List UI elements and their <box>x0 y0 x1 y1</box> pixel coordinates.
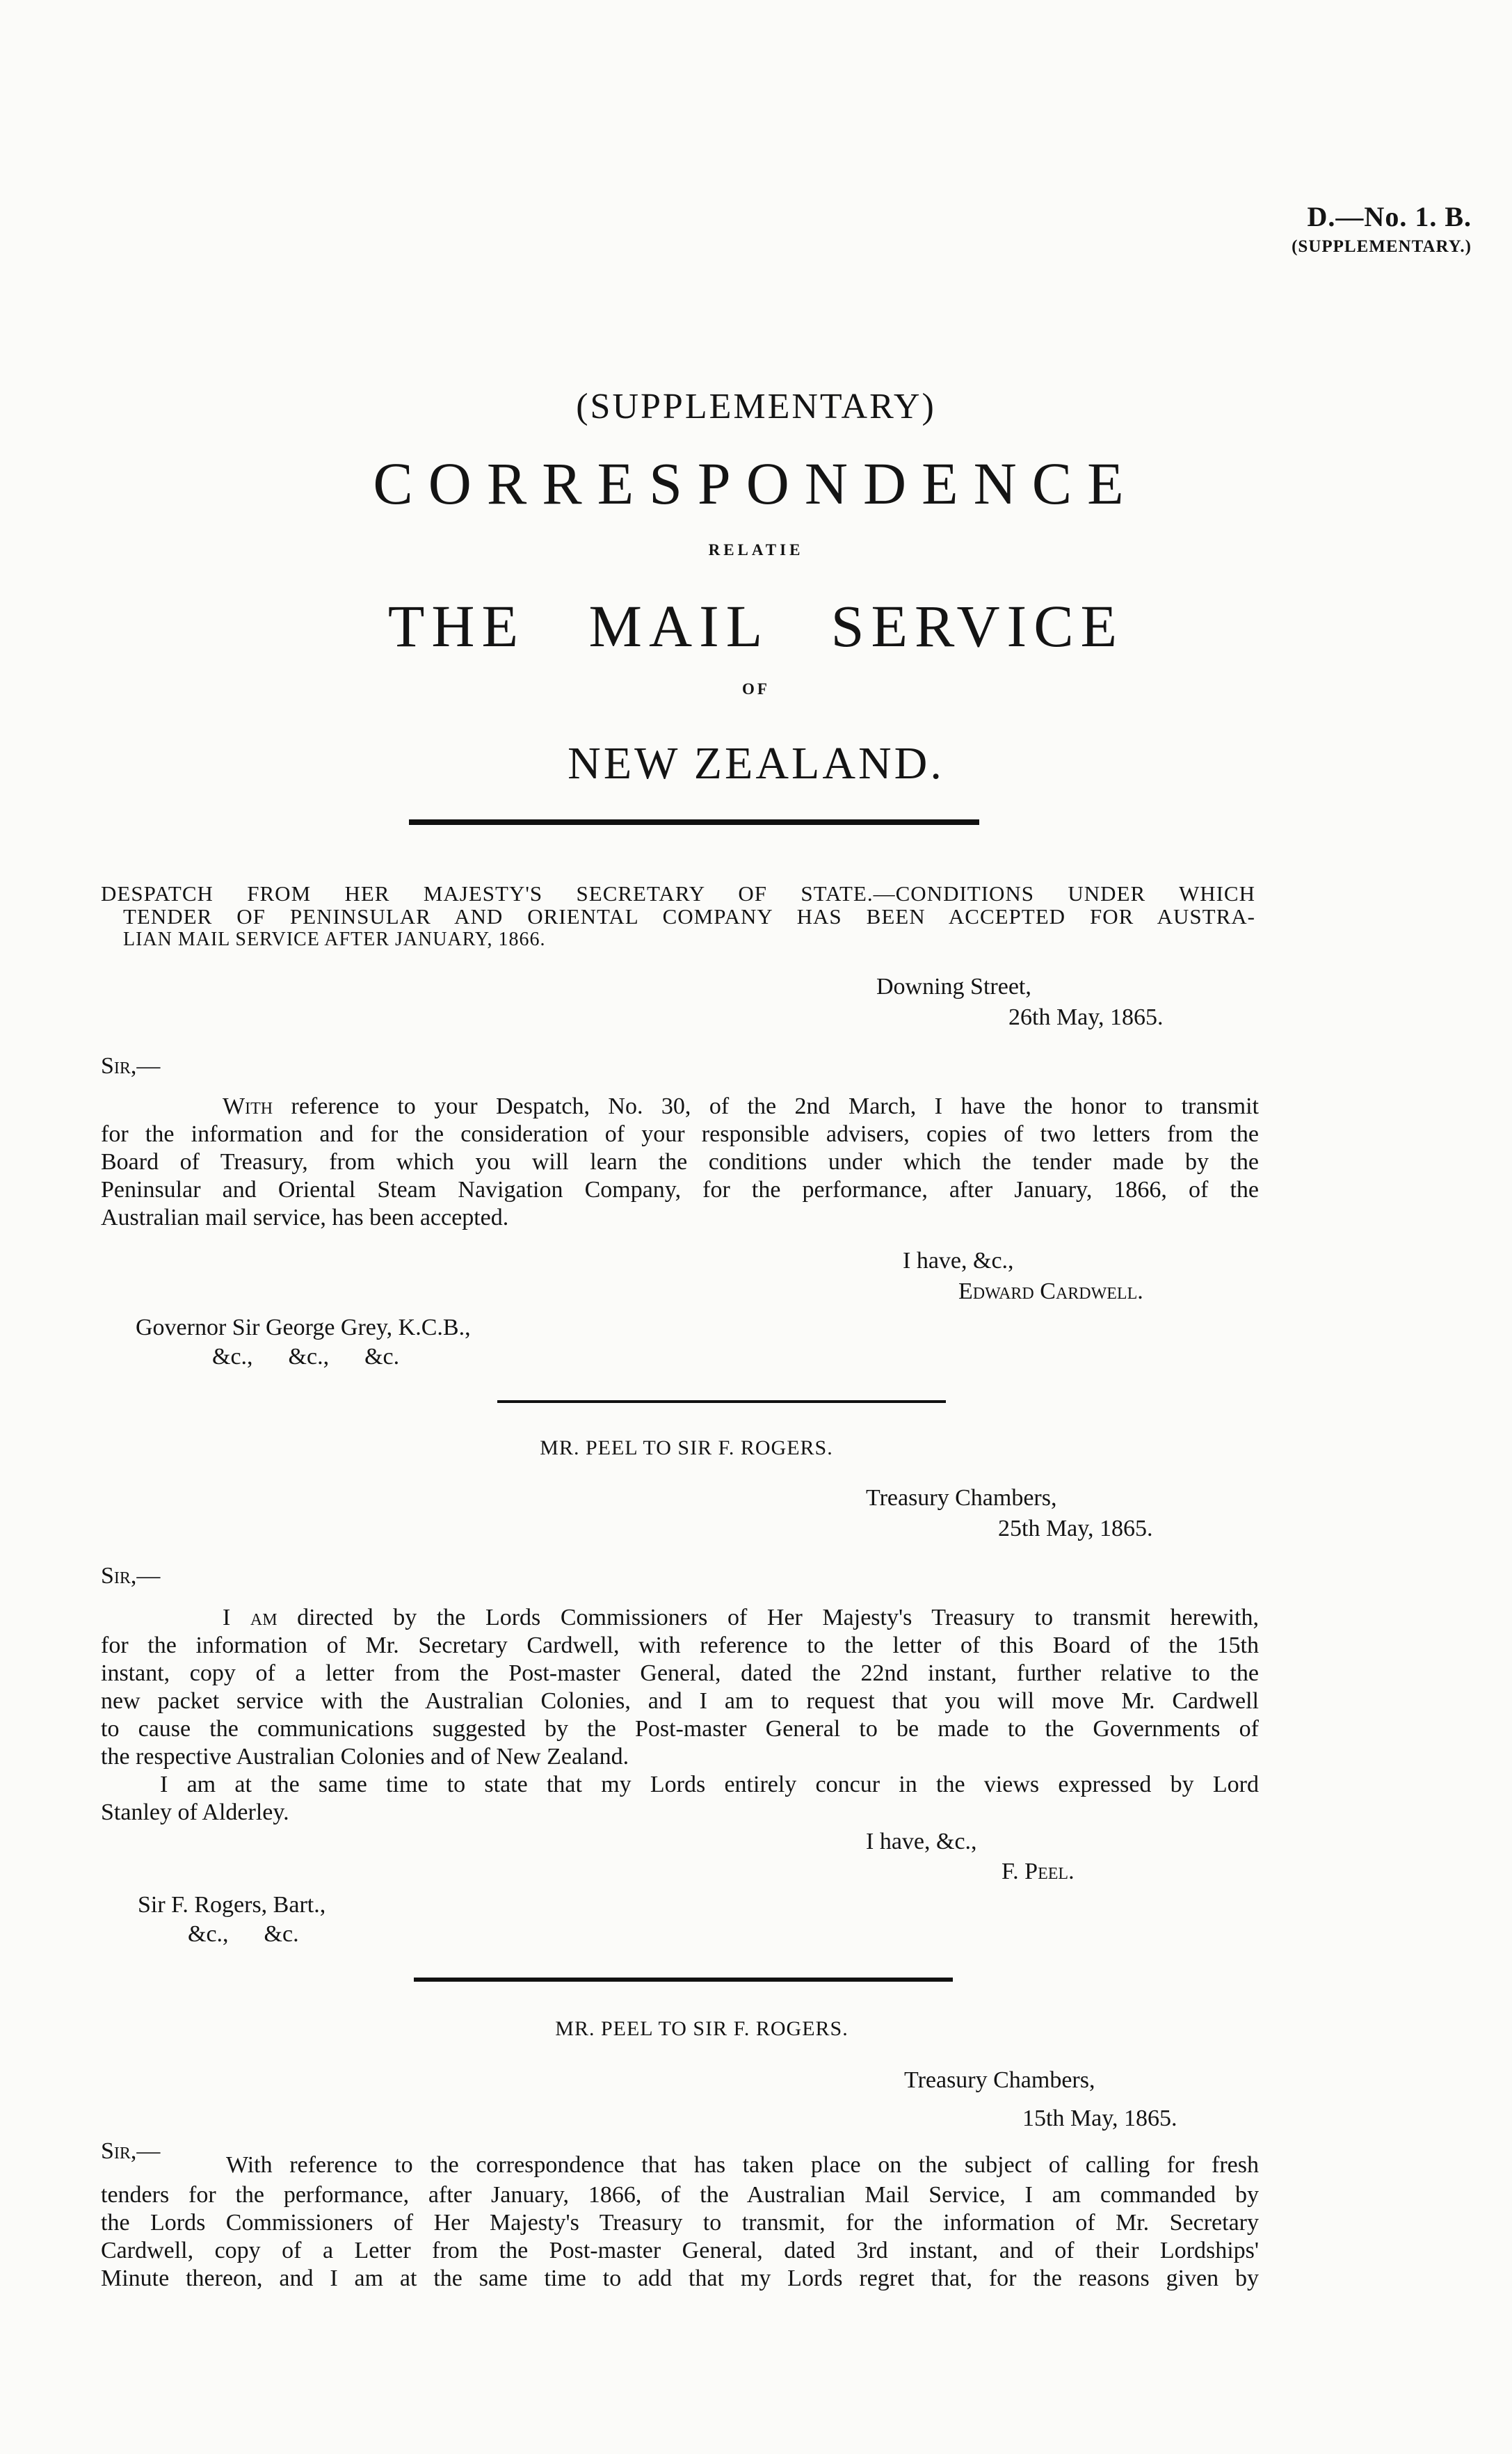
page-reference <box>1242 200 1472 257</box>
letter1-para2-line: Stanley of Alderley. <box>101 1799 289 1825</box>
letter1-salutation: Sir,— <box>101 1563 161 1589</box>
letter2-body-line: Cardwell, copy of a Letter from the Post-master General, dated 3rd instant, and of their Lordships' <box>101 2238 1259 2263</box>
title-supplementary: (SUPPLEMENTARY) <box>576 387 936 426</box>
letter1-para2-line: I am at the same time to state that my Lords entirely concur in the views expressed by Lord <box>160 1772 1259 1797</box>
despatch-signature: Edward Cardwell. <box>958 1278 1143 1304</box>
letter1-place: Treasury Chambers, <box>866 1485 1057 1511</box>
letter1-closing: I have, &c., <box>866 1829 977 1854</box>
despatch-body-line <box>223 1092 1259 1121</box>
despatch-body-line: Australian mail service, has been accepted. <box>101 1205 509 1230</box>
despatch-heading-line: TENDER OF PENINSULAR AND ORIENTAL COMPANY HAS BEEN ACCEPTED FOR AUSTRA- <box>123 904 1255 929</box>
letter1-addressee: Sir F. Rogers, Bart., <box>138 1892 326 1918</box>
section-rule <box>414 1978 953 1982</box>
letter1-body-line: the respective Australian Colonies and of New Zealand. <box>101 1744 629 1770</box>
despatch-salutation: Sir,— <box>101 1053 161 1079</box>
section-rule <box>497 1400 946 1403</box>
page-reference-supplementary: (SUPPLEMENTARY.) <box>1292 237 1472 256</box>
title-correspondence: CORRESPONDENCE <box>373 450 1139 517</box>
title-new-zealand: NEW ZEALAND. <box>568 738 944 789</box>
letter1-date: 25th May, 1865. <box>998 1516 1153 1541</box>
letter1-body-line <box>223 1603 1259 1633</box>
despatch-date: 26th May, 1865. <box>1008 1004 1164 1030</box>
despatch-addressee-etc: &c., &c., &c. <box>212 1344 400 1370</box>
despatch-body-line: for the information and for the consideration of your responsible advisers, copies of two letters from the <box>101 1121 1259 1147</box>
despatch-body-line-text: reference to your Despatch, No. 30, of the 2nd March, I have the honor to transmit <box>291 1093 1259 1119</box>
letter1-body-line: new packet service with the Australian Colonies, and I am to request that you will move Mr. Cardwell <box>101 1688 1259 1714</box>
despatch-body-line: Board of Treasury, from which you will learn the conditions under which the tender made by the <box>101 1149 1259 1175</box>
despatch-body-first-word: With <box>223 1093 273 1119</box>
title-mail-service: THE MAIL SERVICE <box>387 593 1125 659</box>
despatch-heading-line: LIAN MAIL SERVICE AFTER JANUARY, 1866. <box>123 929 546 950</box>
despatch-heading <box>101 882 1255 951</box>
letter1-signature: F. Peel. <box>1002 1859 1075 1884</box>
title-relatie: RELATIE <box>708 541 804 559</box>
letter2-heading: MR. PEEL TO SIR F. ROGERS. <box>555 2017 849 2040</box>
letter1-addressee-etc: &c., &c. <box>188 1921 299 1947</box>
despatch-addressee: Governor Sir George Grey, K.C.B., <box>136 1315 471 1340</box>
letter2-body-line: Minute thereon, and I am at the same time to add that my Lords regret that, for the reasons given by <box>101 2265 1259 2291</box>
page-reference-code: D.—No. 1. B. <box>1307 201 1472 232</box>
title-of: OF <box>742 680 770 698</box>
despatch-place: Downing Street, <box>876 974 1031 1000</box>
letter1-body-line: for the information of Mr. Secretary Cardwell, with reference to the letter of this Board of the 15th <box>101 1633 1259 1658</box>
title-rule <box>409 819 979 825</box>
letter2-body-line: With reference to the correspondence that has taken place on the subject of calling for fresh <box>226 2152 1259 2178</box>
despatch-heading-line: DESPATCH FROM HER MAJESTY'S SECRETARY OF STATE.—CONDITIONS UNDER WHICH <box>101 881 1255 906</box>
letter2-date: 15th May, 1865. <box>1022 2106 1177 2131</box>
despatch-closing: I have, &c., <box>903 1248 1014 1274</box>
despatch-body-line: Peninsular and Oriental Steam Navigation Company, for the performance, after January, 1866, of the <box>101 1177 1259 1203</box>
letter1-body-first-word: I am <box>223 1605 278 1630</box>
letter2-body-line: tenders for the performance, after January, 1866, of the Australian Mail Service, I am commanded by <box>101 2182 1259 2208</box>
letter2-place: Treasury Chambers, <box>904 2067 1095 2093</box>
letter1-heading: MR. PEEL TO SIR F. ROGERS. <box>540 1436 833 1459</box>
letter1-body-line: to cause the communications suggested by the Post-master General to be made to the Governments of <box>101 1716 1259 1742</box>
letter2-salutation: Sir,— <box>101 2138 161 2164</box>
letter1-body-line-text: directed by the Lords Commissioners of Her Majesty's Treasury to transmit herewith, <box>297 1605 1260 1630</box>
letter2-body-line: the Lords Commissioners of Her Majesty's Treasury to transmit, for the information of Mr. Secretary <box>101 2210 1259 2236</box>
letter1-body-line: instant, copy of a letter from the Post-master General, dated the 22nd instant, further relative to the <box>101 1660 1259 1686</box>
